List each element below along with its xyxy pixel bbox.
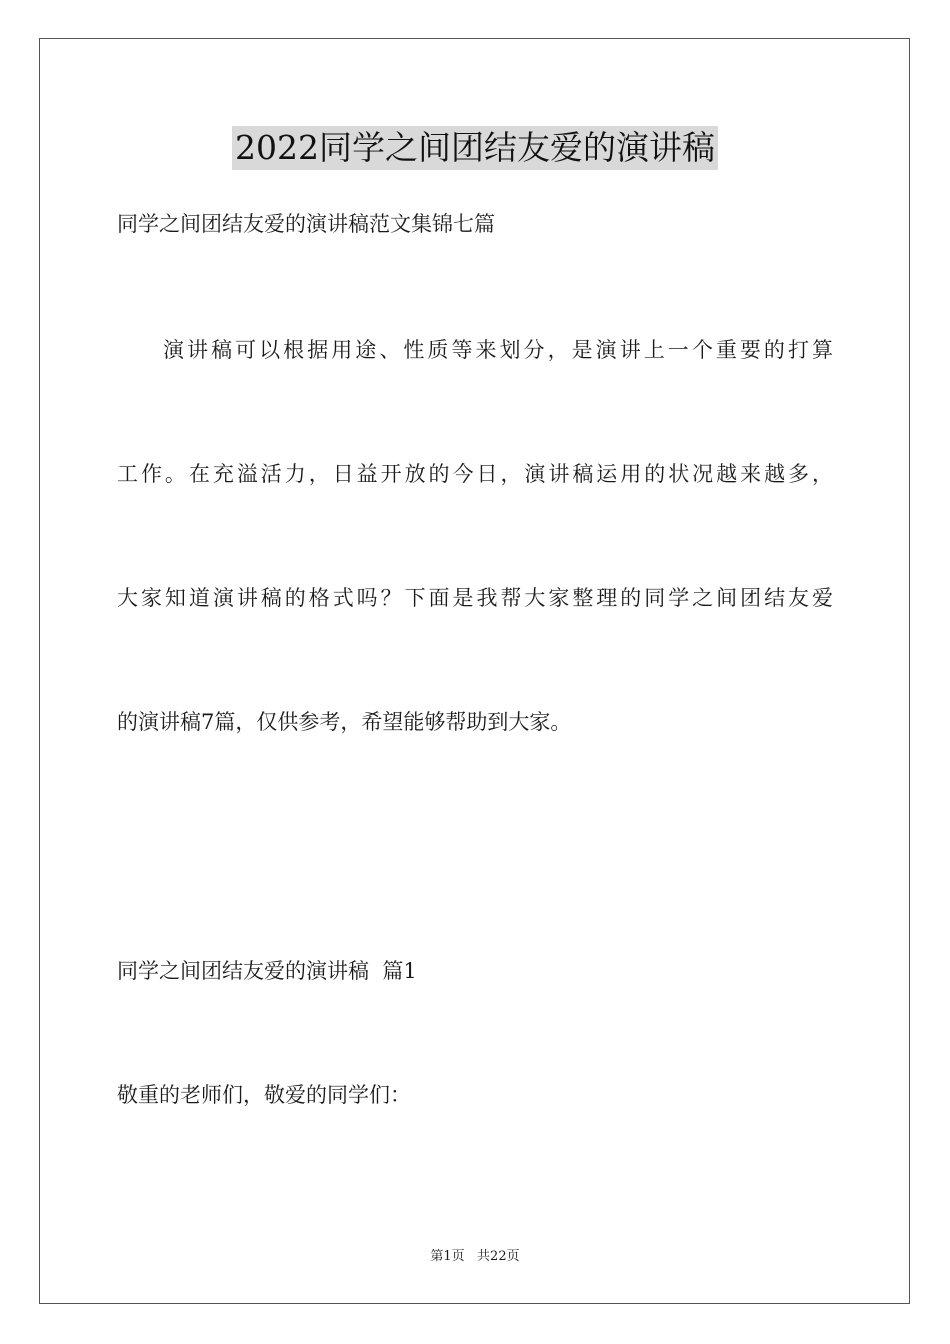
title-container [0, 126, 950, 170]
intro-paragraph-line-1: 演讲稿可以根据用途、性质等来划分，是演讲上一个重要的打算 [163, 338, 833, 362]
page-number-footer: 第1页 共22页 [430, 1249, 520, 1264]
section-heading: 同学之间团结友爱的演讲稿 篇1 [117, 959, 417, 983]
intro-paragraph-line-3: 大家知道演讲稿的格式吗？下面是我帮大家整理的同学之间团结友爱 [117, 586, 833, 610]
intro-paragraph-line-4: 的演讲稿7篇，仅供参考，希望能够帮助到大家。 [117, 710, 572, 734]
document-subtitle: 同学之间团结友爱的演讲稿范文集锦七篇 [117, 212, 495, 236]
intro-paragraph-line-2: 工作。在充溢活力，日益开放的今日，演讲稿运用的状况越来越多， [117, 462, 833, 486]
salutation: 敬重的老师们，敬爱的同学们： [117, 1083, 411, 1107]
document-title: 2022同学之间团结友爱的演讲稿 [232, 126, 718, 170]
